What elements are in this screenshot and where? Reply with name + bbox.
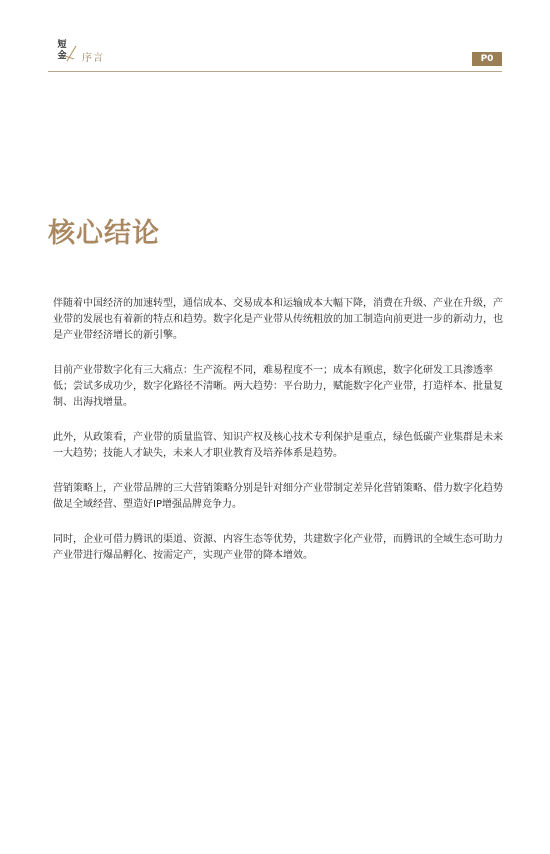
section-title: 序言 — [82, 53, 104, 64]
logo-text: 短 金 — [57, 40, 67, 61]
page-number-badge: P0 — [472, 52, 502, 66]
header-divider — [48, 71, 502, 72]
paragraph-4: 营销策略上，产业带品牌的三大营销策略分别是针对细分产业带制定差异化营销策略、借力数字化趋势做足全域经营、塑造好IP增强品牌竞争力。 — [53, 483, 503, 510]
logo-mark-icon — [64, 44, 78, 62]
paragraph-5: 同时，企业可借力腾讯的渠道、资源、内容生态等优势，共建数字化产业带，而腾讯的全域生态可助力产业带进行爆品孵化、按需定产，实现产业带的降本增效。 — [53, 534, 503, 561]
page-header — [48, 38, 502, 72]
page-title: 核心结论 — [48, 218, 160, 249]
paragraph-2: 目前产业带数字化有三大痛点：生产流程不同，难易程度不一；成本有顾虑，数字化研发工具渗透率低；尝试多成功少，数字化路径不清晰。两大趋势：平台助力，赋能数字化产业带，打造样本、批量复制、出海找增量。 — [53, 365, 503, 408]
paragraph-3: 此外，从政策看，产业带的质量监管、知识产权及核心技术专利保护是重点，绿色低碳产业集群是未来一大趋势；技能人才缺失，未来人才职业教育及培养体系是趋势。 — [53, 432, 503, 459]
logo — [52, 40, 78, 68]
conclusion-body — [53, 296, 505, 583]
paragraph-1: 伴随着中国经济的加速转型，通信成本、交易成本和运输成本大幅下降，消费在升级、产业在升级，产业带的发展也有着新的特点和趋势。数字化是产业带从传统粗放的加工制造向前更进一步的新动力，也是产业带经济增长的新引擎。 — [53, 298, 503, 341]
